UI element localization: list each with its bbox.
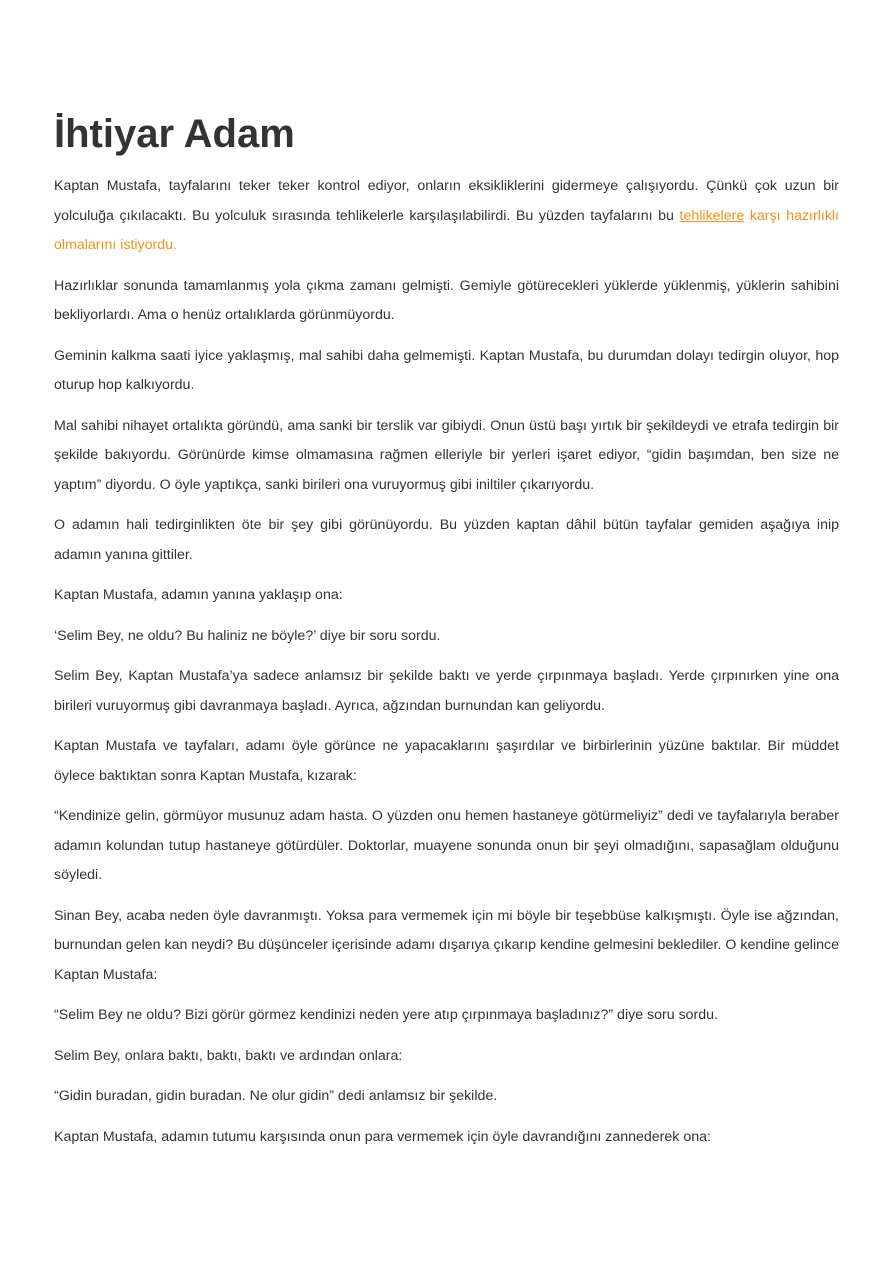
tehlikelere-link[interactable]: tehlikelere: [679, 207, 745, 224]
paragraph: Kaptan Mustafa, adamın yanına yaklaşıp ona:: [54, 587, 343, 603]
paragraph: Mal sahibi nihayet ortalıkta göründü, ama sanki bir terslik var gibiydi. Onun üstü başı yırtık bir şekildeydi ve etrafa tedirgin bir şekilde bakıyordu. Görünürde kimse olmamasına rağmen elleriyle bir yerleri işaret ediyor, “gidin başımdan, ben size ne yaptım” diyordu. O öyle yaptıkça, sanki birileri ona vuruyormuş gibi iniltiler çıkarıyordu.: [54, 417, 839, 493]
paragraph: “Kendinize gelin, görmüyor musunuz adam hasta. O yüzden onu hemen hastaneye götürmeliyiz” dedi ve tayfalarıyla beraber adamın kolundan tutup hastaneye götürdüler. Doktorlar, muayene sonunda onun bir şeyi olmadığını, sapasağlam olduğunu söyledi.: [54, 808, 839, 883]
paragraph: Hazırlıklar sonunda tamamlanmış yola çıkma zamanı gelmişti. Gemiyle götürecekleri yüklerde yüklenmiş, yüklerin sahibini bekliyorlardı. Ama o henüz ortalıklarda görünmüyordu.: [54, 277, 839, 323]
paragraph: Sinan Bey, acaba neden öyle davranmıştı. Yoksa para vermemek için mi böyle bir teşebbüse kalkışmıştı. Öyle ise ağzından, burnundan gelen kan neydi? Bu düşünceler içerisinde adamı dışarıya çıkarıp kendine gelmesini beklediler. O kendine gelince Kaptan Mustafa:: [54, 907, 839, 983]
document-page: [54, 108, 839, 1163]
paragraph: O adamın hali tedirginlikten öte bir şey gibi görünüyordu. Bu yüzden kaptan dâhil bütün tayfalar gemiden aşağıya inip adamın yanına gittiler.: [54, 517, 839, 563]
paragraph: “Gidin buradan, gidin buradan. Ne olur gidin” dedi anlamsız bir şekilde.: [54, 1088, 498, 1104]
paragraph-1-highlight: karşı hazırlıklı olmalarını istiyordu.: [54, 207, 840, 253]
document-title: İhtiyar Adam: [54, 112, 295, 156]
paragraph: Geminin kalkma saati iyice yaklaşmış, mal sahibi daha gelmemişti. Kaptan Mustafa, bu durumdan dolayı tedirgin oluyor, hop oturup hop kalkıyordu.: [54, 347, 839, 393]
paragraph: “Selim Bey ne oldu? Bizi görür görmez kendinizi neden yere atıp çırpınmaya başladınız?” diye soru sordu.: [54, 1007, 718, 1023]
paragraph-1: [54, 172, 839, 261]
paragraph: Selim Bey, onlara baktı, baktı, baktı ve ardından onlara:: [54, 1047, 403, 1064]
paragraph: Kaptan Mustafa, adamın tutumu karşısında onun para vermemek için öyle davrandığını zannederek ona:: [54, 1128, 711, 1145]
paragraph-1-text: Kaptan Mustafa, tayfalarını teker teker kontrol ediyor, onların eksikliklerini gidermeye çalışıyordu. Çünkü çok uzun bir yolculuğa çıkılacaktı. Bu yolculuk sırasında tehlikelerle karşılaşılabilirdi. Bu yüzden tayfalarını bu: [54, 178, 839, 224]
paragraph: Selim Bey, Kaptan Mustafa’ya sadece anlamsız bir şekilde baktı ve yerde çırpınmaya başladı. Yerde çırpınırken yine ona birileri vuruyormuş gibi davranmaya başladı. Ayrıca, ağzından burnundan kan geliyordu.: [54, 668, 839, 714]
paragraph: Kaptan Mustafa ve tayfaları, adamı öyle görünce ne yapacaklarını şaşırdılar ve birbirlerinin yüzüne baktılar. Bir müddet öylece baktıktan sonra Kaptan Mustafa, kızarak:: [54, 738, 839, 784]
paragraph: ‘Selim Bey, ne oldu? Bu haliniz ne böyle?’ diye bir soru sordu.: [54, 627, 441, 644]
